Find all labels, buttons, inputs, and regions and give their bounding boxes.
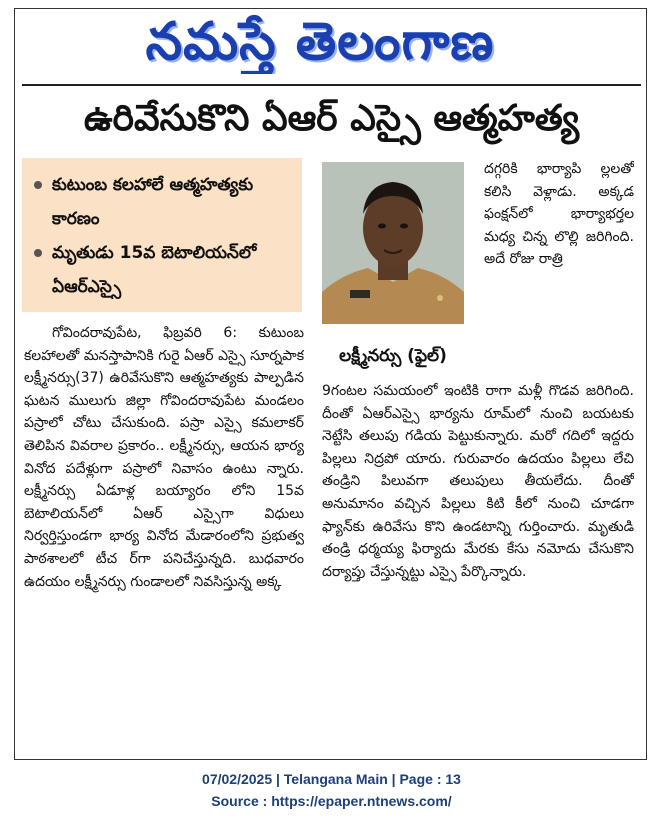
article-paragraph: దగ్గరికి భార్యాపి ల్లలతో కలిసి వెళ్లాడు. అక్కడ ఫంక్షన్‌లో భార్యాభర్తల మధ్య చిన్న లొల్లి జరిగింది. అదే రోజు రాత్రి [484, 161, 634, 268]
edition-info: 07/02/2025 | Telangana Main | Page : 13 [202, 771, 461, 787]
article-headline: ఉరివేసుకొని ఏఆర్ ఎస్సై ఆత్మహత్య [83, 98, 580, 139]
person-photo [322, 162, 464, 324]
article-paragraph: 9గంటల సమయంలో ఇంటికి రాగా మళ్లీ గొడవ జరిగింది. దీంతో ఏఆర్ఎస్సై భార్యను రూమ్‌లో నుంచి బయటకు నెట్టేసి తలుపు గడియ పెట్టుకున్నారు. మరో గదిలో ఇద్దరు పిల్లలు నిద్రపో యారు. గురువారం ఉదయం పిల్లలు లేచి తండ్రిని పిలువగా తలుపులు తీయలేదు. దీంతో అనుమానం వచ్చిన పిల్లలు కిటి కీలో నుంచి చూడగా ఫ్యాన్‌కు ఉరివేసు కొని ఉండటాన్ని గుర్తించారు. మృతుడి తండ్రి ధర్మయ్య ఫిర్యాదు మేరకు కేసు నమోదు చేసుకొని దర్యాప్తు చేస్తున్నట్టు ఎస్సై పేర్కొన్నారు. [322, 383, 634, 580]
highlight-item [34, 168, 292, 236]
page-footer [0, 768, 663, 812]
person-portrait-image [322, 162, 464, 324]
highlight-item [34, 236, 292, 304]
highlight-text: కుటుంబ కలహాలే ఆత్మహత్యకు కారణం [52, 175, 254, 229]
bullet-icon [34, 249, 42, 257]
newspaper-masthead: నమస్తే తెలంగాణ [145, 12, 495, 72]
bullet-icon [34, 181, 42, 189]
photo-caption: లక్ష్మీనర్సు (ఫైల్) [339, 346, 447, 366]
article-body-right-bottom-column [322, 380, 634, 742]
article-body-right-top-column [484, 158, 634, 380]
article-body-left-column [24, 322, 304, 742]
highlight-text: మృతుడు 15వ బెటాలియన్‌లో ఏఆర్ఎస్సై [52, 243, 257, 297]
masthead-divider [22, 84, 641, 86]
article-paragraph: గోవిందరావుపేట, ఫిబ్రవరి 6: కుటుంబ కలహాలతో మనస్తాపానికి గురై ఏఆర్ ఎస్సై సూర్నపాక లక్ష్మీనర్సు(37) ఉరివేసుకొని ఆత్మహత్యకు పాల్పడిన ఘటన ములుగు జిల్లా గోవిందరావుపేట మండలం పస్రాలో చోటు చేసుకుంది. పస్రా ఎస్సై కమలాకర్ తెలిపిన వివరాల ప్రకారం.. లక్ష్మీనర్సు, ఆయన భార్య వినోద పదేళ్లుగా పస్రాలో నివాసం ఉంటు న్నారు. లక్ష్మీనర్సు ఏడూళ్ల బయ్యారం లోని 15వ బెటాలియన్‌లో ఏఆర్ ఎస్సైగా విధులు నిర్వర్తిస్తుండగా భార్య వినోద మేడారంలోని ప్రభుత్వ పాఠశాలలో టీచ ర్‌గా పనిచేస్తున్నది. బుధవారం ఉదయం లక్ష్మీనర్సు గుండాలలో నివసిస్తున్న అక్క [24, 325, 304, 590]
source-link[interactable]: Source : https://epaper.ntnews.com/ [211, 793, 452, 809]
highlights-box [22, 158, 302, 312]
